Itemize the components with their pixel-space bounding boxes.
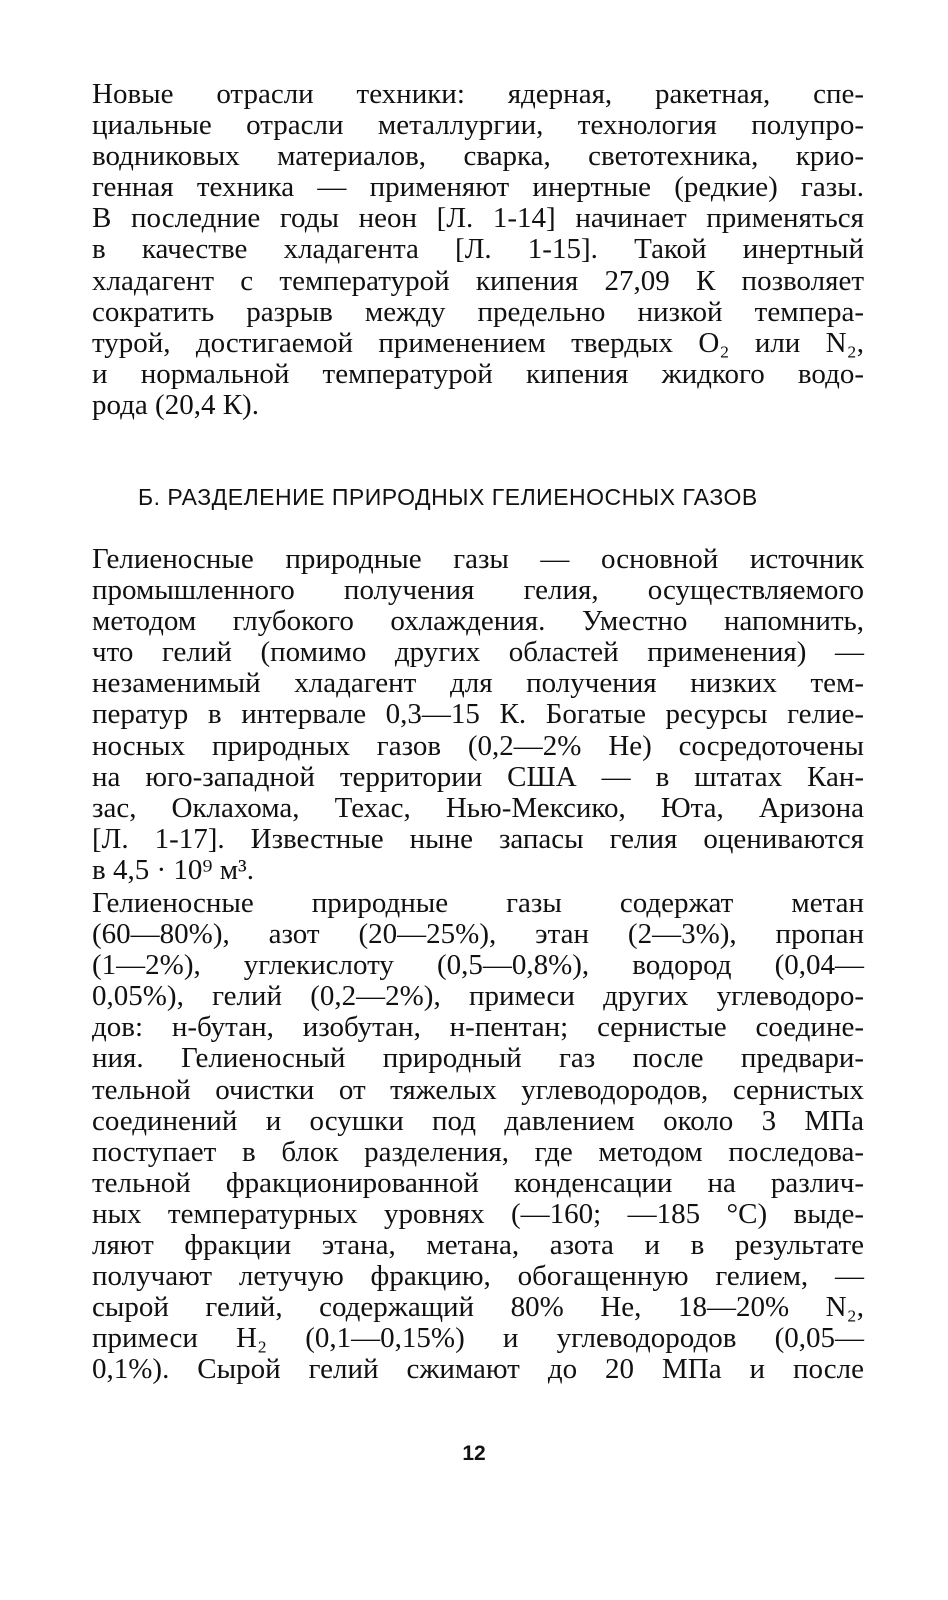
text-line: рода (20,4 К). <box>92 388 259 421</box>
text-line: незаменимый хладагент для получения низких тем- <box>92 667 864 700</box>
text-line: поступает в блок разделения, где методом последова- <box>92 1135 864 1168</box>
text-line: получают летучую фракцию, обогащенную гелием, — <box>92 1260 864 1293</box>
text-line: на юго-западной территории США — в штатах Кан- <box>92 760 864 793</box>
text-line: ператур в интервале 0,3—15 К. Богатые ресурсы гелие- <box>92 698 864 731</box>
text-line: дов: н-бутан, изобутан, н-пентан; сернистые соедине- <box>92 1011 864 1044</box>
text-line: ляют фракции этана, метана, азота и в результате <box>92 1229 864 1262</box>
text-line: тельной очистки от тяжелых углеводородов, сернистых <box>92 1073 864 1106</box>
text-line: в 4,5 · 10⁹ м³. <box>92 853 255 886</box>
text-line: циальные отрасли металлургии, технология полупро- <box>92 109 864 142</box>
text-line: примеси H₂ (0,1—0,15%) и углеводородов (0,05— <box>92 1322 864 1355</box>
text-line: тельной фракционированной конденсации на различ- <box>92 1166 864 1199</box>
text-line: (60—80%), азот (20—25%), этан (2—3%), пропан <box>92 918 864 951</box>
text-line: Гелиеносные природные газы — основной источник <box>92 543 864 575</box>
text-line: Гелиеносные природные газы содержат метан <box>92 887 864 919</box>
text-line: зас, Оклахома, Техас, Нью-Мексико, Юта, Аризона <box>92 791 864 824</box>
text-line: и нормальной температурой кипения жидкого водо- <box>92 357 864 390</box>
text-line: хладагент с температурой кипения 27,09 К позволяет <box>92 264 864 297</box>
text-line: методом глубокого охлаждения. Уместно напомнить, <box>92 605 864 638</box>
text-line: что гелий (помимо других областей применения) — <box>92 636 864 669</box>
text-line: водниковых материалов, сварка, светотехника, крио- <box>92 140 864 173</box>
text-line: ния. Гелиеносный природный газ после предвари- <box>92 1042 864 1075</box>
text-line: Новые отрасли техники: ядерная, ракетная, спе- <box>92 78 864 110</box>
text-line: в качестве хладагента [Л. 1-15]. Такой инертный <box>92 233 864 266</box>
paragraph-gas-composition <box>92 888 864 1386</box>
text-line: В последние годы неон [Л. 1-14] начинает применяться <box>92 202 864 235</box>
text-line: соединений и осушки под давлением около 3 МПа <box>92 1104 864 1137</box>
text-line: носных природных газов (0,2—2% He) сосредоточены <box>92 729 864 762</box>
text-line: 0,05%), гелий (0,2—2%), примеси других углеводоро- <box>92 980 864 1013</box>
text-line: сырой гелий, содержащий 80% He, 18—20% N₂, <box>92 1291 864 1324</box>
text-line: 0,1%). Сырой гелий сжимают до 20 МПа и после <box>92 1353 864 1386</box>
text-line: ных температурных уровнях (—160; —185 °С) выде- <box>92 1197 864 1230</box>
text-line: [Л. 1-17]. Известные ныне запасы гелия оцениваются <box>92 822 864 855</box>
paragraph-inert-gases <box>92 79 864 421</box>
text-line: сократить разрыв между предельно низкой темпера- <box>92 295 864 328</box>
text-line: (1—2%), углекислоту (0,5—0,8%), водород (0,04— <box>92 949 864 982</box>
text-line: промышленного получения гелия, осуществляемого <box>92 574 864 607</box>
section-heading: Б. РАЗДЕЛЕНИЕ ПРИРОДНЫХ ГЕЛИЕНОСНЫХ ГАЗОВ <box>138 484 758 510</box>
page-number: 12 <box>462 1442 486 1465</box>
paragraph-helium-sources <box>92 544 864 886</box>
text-line: турой, достигаемой применением твердых O₂ или N₂, <box>92 326 864 359</box>
text-line: генная техника — применяют инертные (редкие) газы. <box>92 171 864 204</box>
